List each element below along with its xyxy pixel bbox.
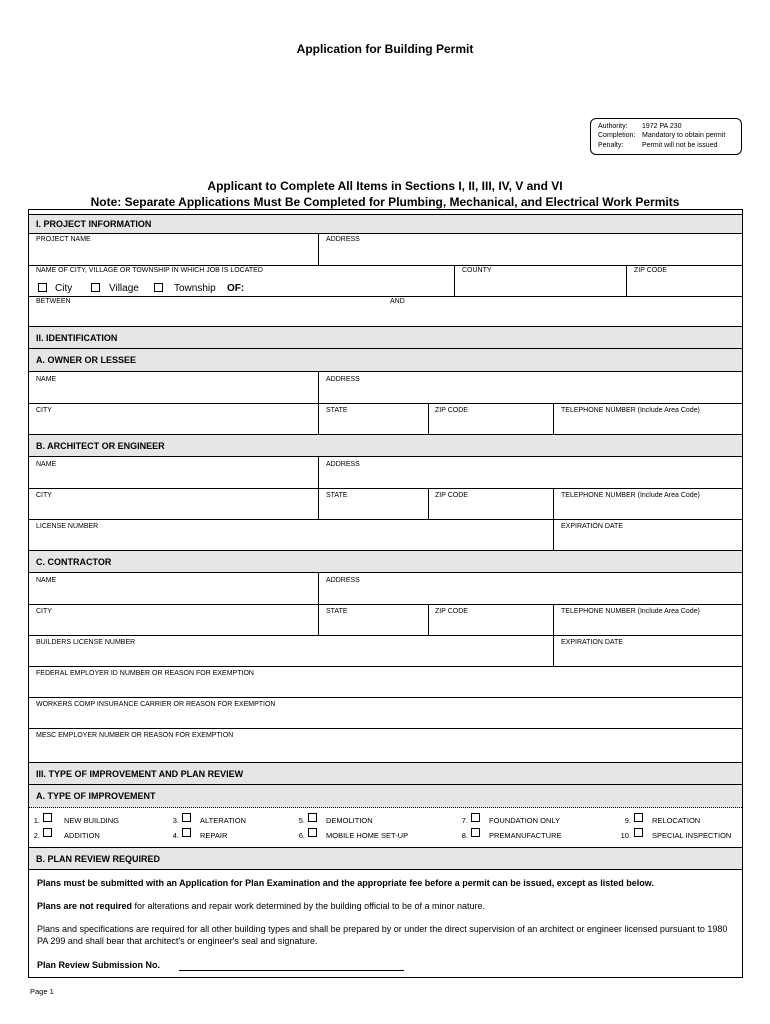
option-number: 7.	[461, 816, 468, 825]
new-building-checkbox[interactable]	[43, 813, 52, 822]
workers-comp-label: WORKERS COMP INSURANCE CARRIER OR REASON FOR EXEMPTION	[36, 701, 276, 708]
penalty-value: Permit will not be issued	[642, 141, 718, 149]
authority-value: 1972 PA 230	[642, 123, 682, 130]
project-name-label: PROJECT NAME	[36, 236, 91, 243]
type-of-improvement-heading: A. TYPE OF IMPROVEMENT	[29, 785, 742, 808]
contractor-heading: C. CONTRACTOR	[29, 550, 742, 573]
and-label: AND	[390, 298, 405, 305]
city-option-label: City	[55, 283, 73, 294]
option-number: 9.	[624, 816, 631, 825]
city-checkbox[interactable]	[38, 283, 47, 292]
architect-city-label: CITY	[36, 492, 52, 499]
demolition-label: DEMOLITION	[326, 816, 373, 825]
option-number: 6.	[298, 831, 305, 840]
alteration-label: ALTERATION	[200, 816, 246, 825]
plans-submission-paragraph: Plans must be submitted with an Application for Plan Examination and the appropriate fee before a permit can be issued, except as listed below.	[37, 878, 654, 888]
architect-license-label: LICENSE NUMBER	[36, 523, 99, 530]
owner-address-label: ADDRESS	[326, 376, 360, 383]
village-option-label: Village	[109, 283, 139, 294]
city-village-township-label: NAME OF CITY, VILLAGE OR TOWNSHIP IN WHICH JOB IS LOCATED	[36, 267, 263, 274]
completion-value: Mandatory to obtain permit	[642, 132, 726, 140]
section-identification: II. IDENTIFICATION	[29, 326, 742, 349]
owner-zip-label: ZIP CODE	[435, 407, 468, 414]
special-inspection-checkbox[interactable]	[634, 828, 643, 837]
of-label: OF:	[227, 283, 245, 294]
new-building-label: NEW BUILDING	[64, 816, 120, 825]
project-address-label: ADDRESS	[326, 236, 360, 243]
option-number: 4.	[172, 831, 179, 840]
architect-expiration-label: EXPIRATION DATE	[561, 523, 623, 530]
plan-review-submission-label: Plan Review Submission No.	[37, 960, 161, 970]
completion-label: Completion:	[598, 132, 636, 140]
plans-specifications-paragraph: Plans and specifications are required for all other building types and shall be prepared by or under the direct supervision of an architect or engineer licensed pursuant to 1980 PA 299 and shall bear that architect's or engineer's seal and signature.	[37, 924, 728, 946]
premanufacture-checkbox[interactable]	[471, 828, 480, 837]
option-number: 3.	[172, 816, 179, 825]
owner-state-label: STATE	[326, 407, 348, 414]
authority-box	[590, 118, 742, 155]
plans-not-required-paragraph	[37, 901, 737, 913]
alteration-checkbox[interactable]	[182, 813, 191, 822]
architect-address-label: ADDRESS	[326, 461, 360, 468]
addition-label: ADDITION	[64, 831, 100, 840]
contractor-zip-label: ZIP CODE	[435, 608, 468, 615]
village-checkbox[interactable]	[91, 283, 100, 292]
contractor-address-label: ADDRESS	[326, 577, 360, 584]
page-number: Page 1	[30, 987, 54, 996]
contractor-expiration-label: EXPIRATION DATE	[561, 639, 623, 646]
relocation-checkbox[interactable]	[634, 813, 643, 822]
plan-review-required-heading: B. PLAN REVIEW REQUIRED	[29, 847, 742, 870]
mobile-home-label: MOBILE HOME SET-UP	[326, 831, 409, 840]
architect-zip-label: ZIP CODE	[435, 492, 468, 499]
premanufacture-label: PREMANUFACTURE	[489, 831, 562, 840]
plans-not-required-bold: Plans are not required	[37, 901, 133, 911]
architect-engineer-heading: B. ARCHITECT OR ENGINEER	[29, 434, 742, 457]
special-inspection-label: SPECIAL INSPECTION	[652, 831, 732, 840]
repair-checkbox[interactable]	[182, 828, 191, 837]
architect-name-label: NAME	[36, 461, 57, 468]
owner-lessee-heading: A. OWNER OR LESSEE	[29, 349, 742, 372]
option-number: 1.	[33, 816, 40, 825]
owner-name-label: NAME	[36, 376, 57, 383]
section-type-improvement-plan-review: III. TYPE OF IMPROVEMENT AND PLAN REVIEW	[29, 762, 742, 785]
project-zip-label: ZIP CODE	[634, 267, 667, 274]
federal-employer-id-label: FEDERAL EMPLOYER ID NUMBER OR REASON FOR EXEMPTION	[36, 670, 254, 677]
owner-phone-label: TELEPHONE NUMBER (Include Area Code)	[561, 407, 700, 414]
contractor-city-label: CITY	[36, 608, 52, 615]
option-number: 2.	[33, 831, 40, 840]
addition-checkbox[interactable]	[43, 828, 52, 837]
township-option-label: Township	[174, 283, 216, 294]
instructions-heading: Applicant to Complete All Items in Sections I, II, III, IV, V and VI	[207, 179, 563, 193]
demolition-checkbox[interactable]	[308, 813, 317, 822]
relocation-label: RELOCATION	[652, 816, 701, 825]
repair-label: REPAIR	[200, 831, 228, 840]
contractor-name-label: NAME	[36, 577, 57, 584]
option-number: 5.	[298, 816, 305, 825]
between-label: BETWEEN	[36, 298, 71, 305]
option-number: 10.	[620, 831, 631, 840]
document-title: Application for Building Permit	[296, 42, 474, 56]
plans-not-required-rest: for alterations and repair work determined by the building official to be of a minor nature.	[132, 901, 486, 911]
county-label: COUNTY	[462, 267, 492, 274]
owner-city-label: CITY	[36, 407, 52, 414]
foundation-only-label: FOUNDATION ONLY	[489, 816, 560, 825]
option-number: 8.	[461, 831, 468, 840]
mesc-employer-label: MESC EMPLOYER NUMBER OR REASON FOR EXEMPTION	[36, 732, 234, 739]
mobile-home-checkbox[interactable]	[308, 828, 317, 837]
township-checkbox[interactable]	[154, 283, 163, 292]
architect-phone-label: TELEPHONE NUMBER (Include Area Code)	[561, 492, 700, 499]
builders-license-label: BUILDERS LICENSE NUMBER	[36, 639, 136, 646]
foundation-only-checkbox[interactable]	[471, 813, 480, 822]
authority-label: Authority:	[598, 123, 628, 130]
architect-state-label: STATE	[326, 492, 348, 499]
plan-review-submission-field[interactable]	[179, 970, 404, 971]
penalty-label: Penalty:	[598, 141, 624, 149]
separate-applications-note: Note: Separate Applications Must Be Completed for Plumbing, Mechanical, and Electrical Work Permits	[90, 195, 680, 209]
contractor-state-label: STATE	[326, 608, 348, 615]
section-project-information: I. PROJECT INFORMATION	[29, 214, 742, 234]
permit-form	[28, 209, 743, 978]
contractor-phone-label: TELEPHONE NUMBER (Include Area Code)	[561, 608, 700, 615]
